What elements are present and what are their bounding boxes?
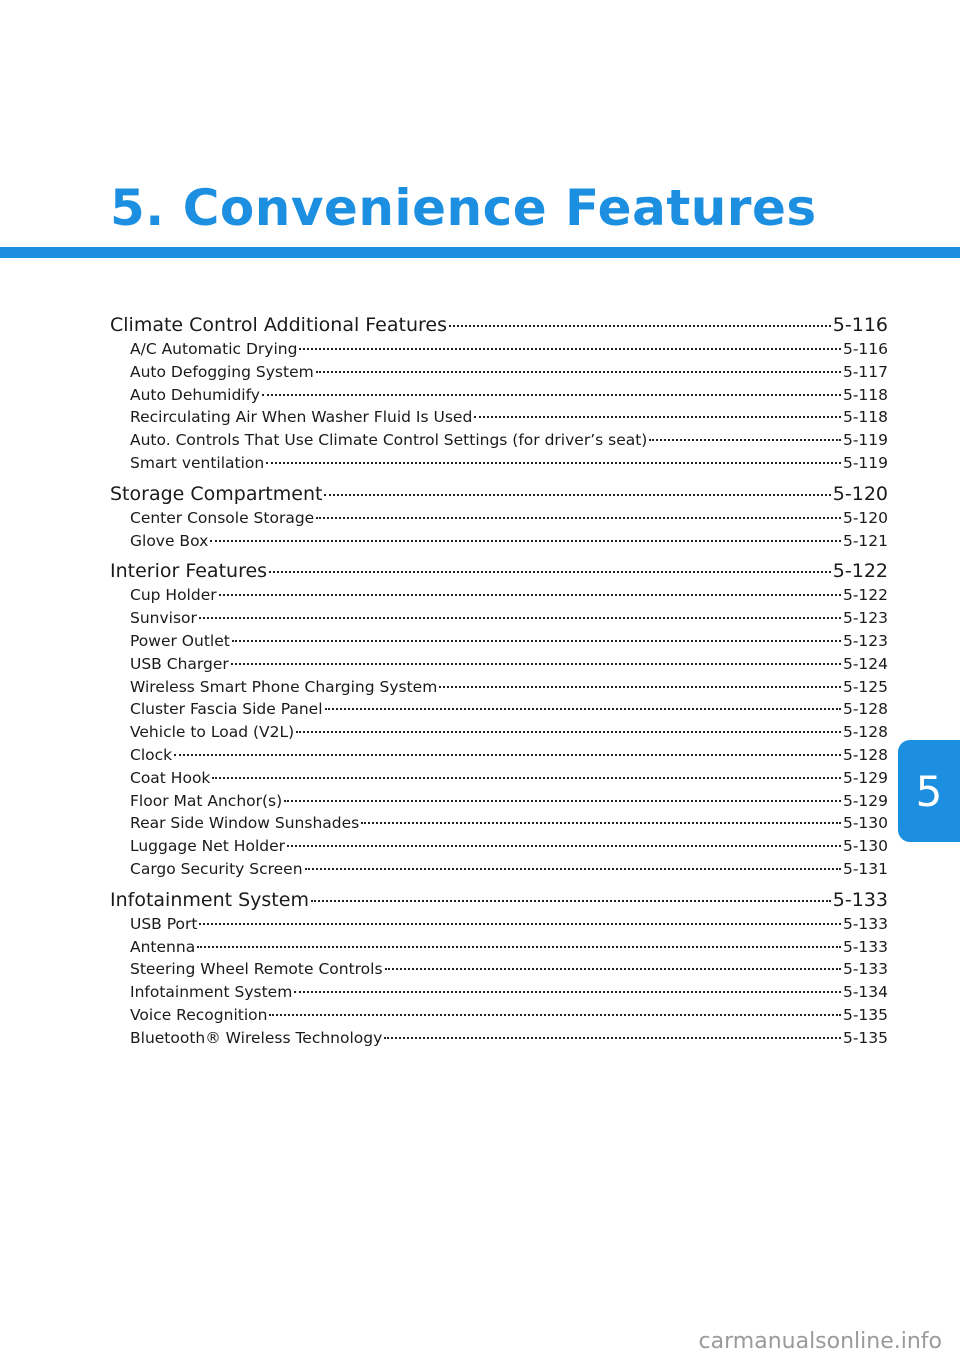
dot-leader [384,1037,841,1039]
toc-entry[interactable] [110,676,888,699]
dot-leader [262,394,841,396]
toc-entry-label: Cargo Security Screen [130,859,303,878]
toc-entry-page: 5-131 [842,859,888,878]
dot-leader [649,439,841,441]
toc-entry-page: 5-123 [842,609,888,628]
toc-entry-label: Steering Wheel Remote Controls [130,960,383,979]
toc-entry-label: Floor Mat Anchor(s) [130,791,283,810]
toc-entry-page: 5-123 [842,631,888,650]
toc-entry[interactable] [110,958,888,981]
toc-entry-label: Coat Hook [130,768,211,787]
toc-entry[interactable] [110,913,888,936]
toc-entry[interactable] [110,361,888,384]
dot-leader [311,900,831,902]
toc-entry-label: Bluetooth® Wireless Technology [130,1028,383,1047]
toc-entry[interactable] [110,767,888,790]
toc-entry-label: Cup Holder [130,586,217,605]
toc-section-heading-label: Climate Control Additional Features [110,314,447,336]
toc-entry[interactable] [110,530,888,553]
dot-leader [219,594,841,596]
toc-entry-page: 5-133 [842,960,888,979]
dot-leader [210,540,841,542]
dot-leader [287,845,841,847]
table-of-contents [110,312,888,1056]
chapter-divider [0,247,960,258]
toc-entry-label: Infotainment System [130,983,293,1002]
toc-entry-label: Luggage Net Holder [130,837,285,856]
toc-entry[interactable] [110,429,888,452]
toc-entry-page: 5-129 [842,791,888,810]
toc-section-heading[interactable] [110,481,888,507]
toc-entry-page: 5-116 [842,340,888,358]
dot-leader [449,325,831,327]
toc-entry-label: Recirculating Air When Washer Fluid Is Used [130,408,473,427]
toc-entry[interactable] [110,607,888,630]
toc-entry-page: 5-117 [842,362,888,381]
toc-entry[interactable] [110,858,888,881]
toc-section-heading-label: Storage Compartment [110,482,323,505]
toc-entry[interactable] [110,936,888,959]
dot-leader [199,617,841,619]
dot-leader [296,731,841,733]
toc-entry[interactable] [110,1027,888,1050]
toc-entry-label: Rear Side Window Sunshades [130,814,360,833]
toc-entry[interactable] [110,630,888,653]
toc-entry-label: Auto Defogging System [130,362,314,381]
toc-entry-page: 5-130 [842,837,888,856]
toc-entry[interactable] [110,812,888,835]
toc-entry-page: 5-134 [842,983,888,1002]
toc-entry[interactable] [110,698,888,721]
toc-section [110,481,888,553]
toc-entry-label: Smart ventilation [130,453,265,472]
toc-entry[interactable] [110,406,888,429]
dot-leader [212,777,841,779]
toc-entry-label: USB Charger [130,654,229,673]
dot-leader [361,822,841,824]
toc-section-heading-label: Interior Features [110,560,268,583]
toc-entry-page: 5-118 [842,385,888,404]
toc-entry[interactable] [110,653,888,676]
toc-entry-label: Cluster Fascia Side Panel [130,700,323,719]
toc-section [110,887,888,1050]
toc-entry[interactable] [110,507,888,530]
dot-leader [324,494,830,496]
toc-entry[interactable] [110,338,888,361]
toc-entry-page: 5-128 [842,723,888,742]
dot-leader [474,416,841,418]
toc-entry[interactable] [110,981,888,1004]
toc-entry-label: Auto. Controls That Use Climate Control Settings (for driver’s seat) [130,431,648,450]
dot-leader [316,371,841,373]
dot-leader [299,348,841,350]
toc-entry-label: A/C Automatic Drying [130,340,298,358]
toc-entry[interactable] [110,584,888,607]
dot-leader [269,571,831,573]
dot-leader [284,800,841,802]
watermark: carmanualsonline.info [698,1329,942,1354]
dot-leader [269,1014,841,1016]
toc-entry-label: Center Console Storage [130,508,315,527]
toc-entry[interactable] [110,1004,888,1027]
toc-entry-page: 5-122 [842,586,888,605]
toc-entry-page: 5-120 [842,508,888,527]
toc-entry-page: 5-133 [842,937,888,956]
toc-section-heading-page: 5-116 [832,314,888,336]
dot-leader [174,754,841,756]
toc-entry[interactable] [110,721,888,744]
toc-entry-label: Sunvisor [130,609,197,628]
toc-entry[interactable] [110,452,888,475]
toc-entry-page: 5-125 [842,677,888,696]
toc-entry-page: 5-129 [842,768,888,787]
toc-entry-page: 5-119 [842,453,888,472]
toc-entry-page: 5-124 [842,654,888,673]
chapter-title: 5. Convenience Features [110,179,817,237]
toc-entry-page: 5-121 [842,531,888,550]
toc-entry-label: Clock [130,745,173,764]
dot-leader [325,708,841,710]
toc-entry[interactable] [110,384,888,407]
toc-section-heading-label: Infotainment System [110,888,309,911]
toc-entry[interactable] [110,744,888,767]
dot-leader [266,462,841,464]
toc-section-heading[interactable] [110,887,888,913]
dot-leader [439,686,841,688]
toc-entry-page: 5-119 [842,431,888,450]
toc-entry-label: USB Port [130,914,198,933]
toc-entry-page: 5-128 [842,745,888,764]
toc-section [110,558,888,880]
dot-leader [294,991,841,993]
toc-entry[interactable] [110,790,888,813]
toc-entry-page: 5-135 [842,1028,888,1047]
dot-leader [231,663,841,665]
dot-leader [197,946,841,948]
toc-entry-label: Wireless Smart Phone Charging System [130,677,438,696]
dot-leader [199,923,840,925]
chapter-tab[interactable]: 5 [898,740,960,842]
toc-entry-page: 5-128 [842,700,888,719]
toc-entry-label: Power Outlet [130,631,230,650]
toc-entry-page: 5-118 [842,408,888,427]
toc-entry-page: 5-133 [842,914,888,933]
dot-leader [305,868,841,870]
toc-section-heading-page: 5-133 [832,888,888,911]
dot-leader [316,517,841,519]
toc-section [110,312,888,475]
toc-entry-label: Auto Dehumidify [130,385,260,404]
toc-section-heading[interactable] [110,558,888,584]
toc-section-heading[interactable] [110,312,888,338]
toc-entry-label: Vehicle to Load (V2L) [130,723,295,742]
toc-entry[interactable] [110,835,888,858]
toc-entry-label: Antenna [130,937,196,956]
toc-entry-label: Glove Box [130,531,209,550]
toc-entry-label: Voice Recognition [130,1005,268,1024]
toc-entry-page: 5-130 [842,814,888,833]
toc-entry-page: 5-135 [842,1005,888,1024]
toc-section-heading-page: 5-120 [832,482,888,505]
dot-leader [385,968,841,970]
toc-section-heading-page: 5-122 [832,560,888,583]
dot-leader [232,640,841,642]
